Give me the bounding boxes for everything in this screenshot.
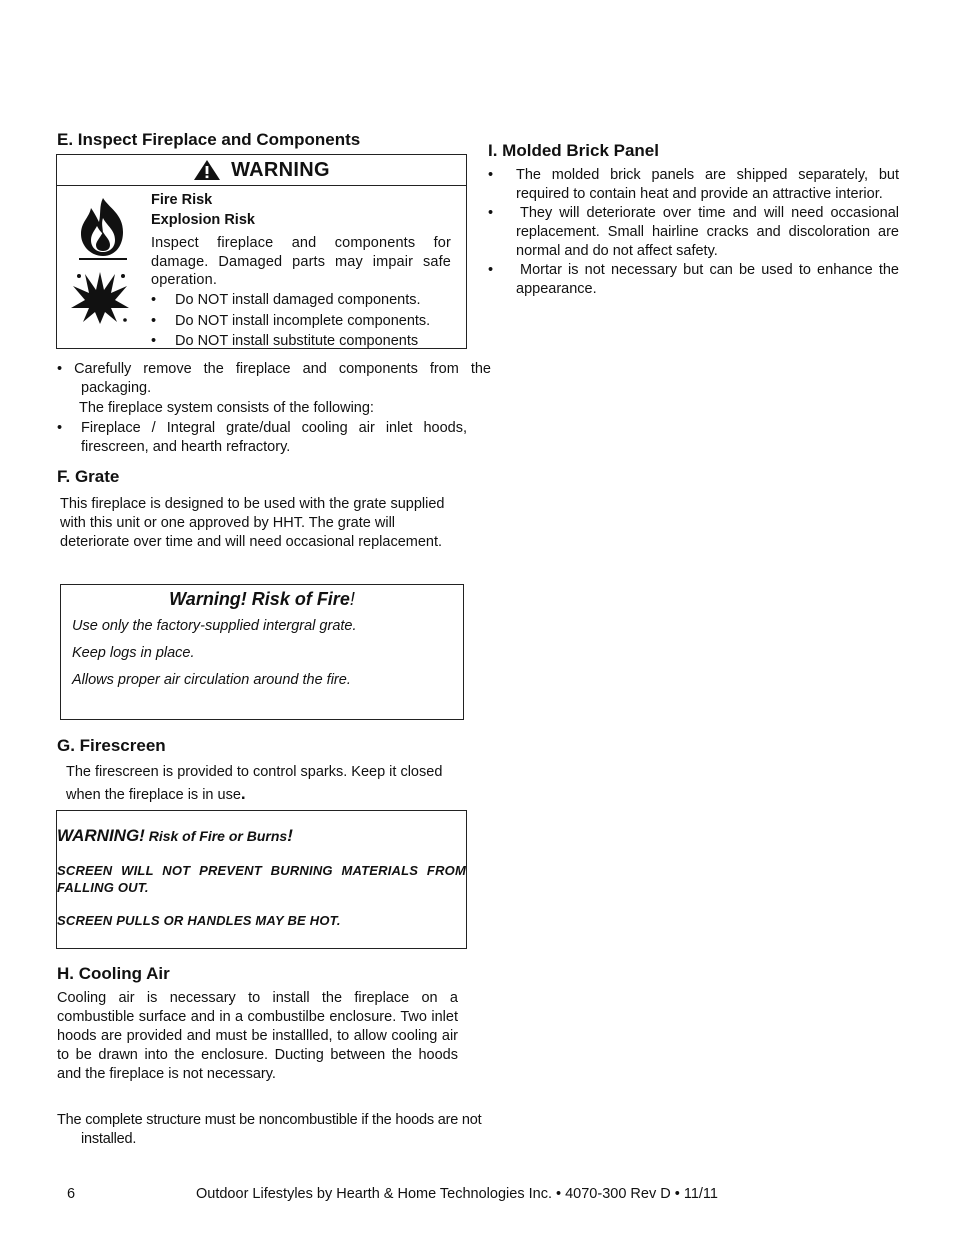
unpack-paragraph: • Carefully remove the fireplace and components from the packaging. — [57, 361, 491, 396]
section-g-heading: G. Firescreen — [57, 736, 166, 755]
section-e-heading: E. Inspect Fireplace and Components — [57, 130, 361, 149]
system-components-intro: The fireplace system consists of the following: — [79, 400, 374, 416]
explosion-risk-label: Explosion Risk — [151, 212, 255, 228]
fire-risk-label: Fire Risk — [151, 192, 213, 208]
warning-bullet-list — [151, 291, 461, 353]
brick-panel-bullet: • They will deteriorate over time and will need occasional replacement. Small hairline cracks and discoloration are normal and do not affect safety. — [488, 205, 899, 259]
warning-text: Inspect fireplace and components for damage. Damaged parts may impair safe operation. — [151, 235, 451, 288]
section-f-heading: F. Grate — [57, 467, 120, 486]
firescreen-warning-line: SCREEN PULLS OR HANDLES MAY BE HOT. — [57, 913, 341, 928]
grate-warning-line: Keep logs in place. — [72, 645, 195, 661]
brick-panel-bullet-list — [488, 166, 899, 299]
page-number: 6 — [67, 1186, 76, 1202]
warning-triangle-icon — [193, 159, 221, 181]
warning-bullet: • Do NOT install incomplete components. — [151, 312, 431, 329]
explosion-icon — [69, 268, 131, 326]
grate-warning-box — [60, 584, 464, 720]
section-i-heading: I. Molded Brick Panel — [488, 141, 659, 160]
brick-panel-bullet: • The molded brick panels are shipped separately, but required to contain heat and provide an attractive interior. — [488, 167, 899, 202]
brick-panel-bullet: • Mortar is not necessary but can be used to enhance the appearance. — [488, 262, 899, 297]
warning-header — [57, 155, 466, 186]
warning-bullet: • Do NOT install damaged components. — [151, 292, 421, 308]
grate-warning-line: Allows proper air circulation around the fire. — [72, 672, 351, 688]
cooling-air-paragraph: Cooling air is necessary to install the fireplace on a combustible surface and in a combustilbe enclosure. Two inlet hoods are provided and must be installled, to allow cooling air to be drawn into the enclosure. Ducting between the hoods and the fireplace is not necessary. — [57, 990, 458, 1082]
grate-warning-title: Warning! Risk of Fire! — [169, 589, 355, 609]
firescreen-warning-line: SCREEN WILL NOT PREVENT BURNING MATERIALS FROM FALLING OUT. — [57, 863, 466, 895]
footer-text: Outdoor Lifestyles by Hearth & Home Technologies Inc. • 4070-300 Rev D • 11/11 — [196, 1186, 718, 1202]
grate-paragraph: This fireplace is designed to be used with the grate supplied with this unit or one approved by HHT. The grate will deteriorate over time and will need occasional replacement. — [60, 496, 445, 550]
system-components-bullet: • Fireplace / Integral grate/dual cooling air inlet hoods, firescreen, and hearth refractory. — [57, 420, 467, 455]
section-h-heading: H. Cooling Air — [57, 964, 170, 983]
fire-explosion-warning-box — [56, 154, 467, 349]
warning-bullet: • Do NOT install substitute components — [151, 333, 419, 349]
firescreen-warning-title: WARNING! Risk of Fire or Burns! — [57, 826, 293, 845]
noncombustible-paragraph: The complete structure must be noncombustible if the hoods are not installed. — [57, 1112, 482, 1147]
warning-title: WARNING — [231, 158, 330, 181]
fire-icon — [75, 196, 131, 260]
grate-warning-line: Use only the factory-supplied intergral grate. — [72, 618, 357, 634]
firescreen-paragraph: The firescreen is provided to control sparks. Keep it closed when the fireplace is in use. — [66, 764, 443, 803]
firescreen-warning-box — [56, 810, 467, 949]
